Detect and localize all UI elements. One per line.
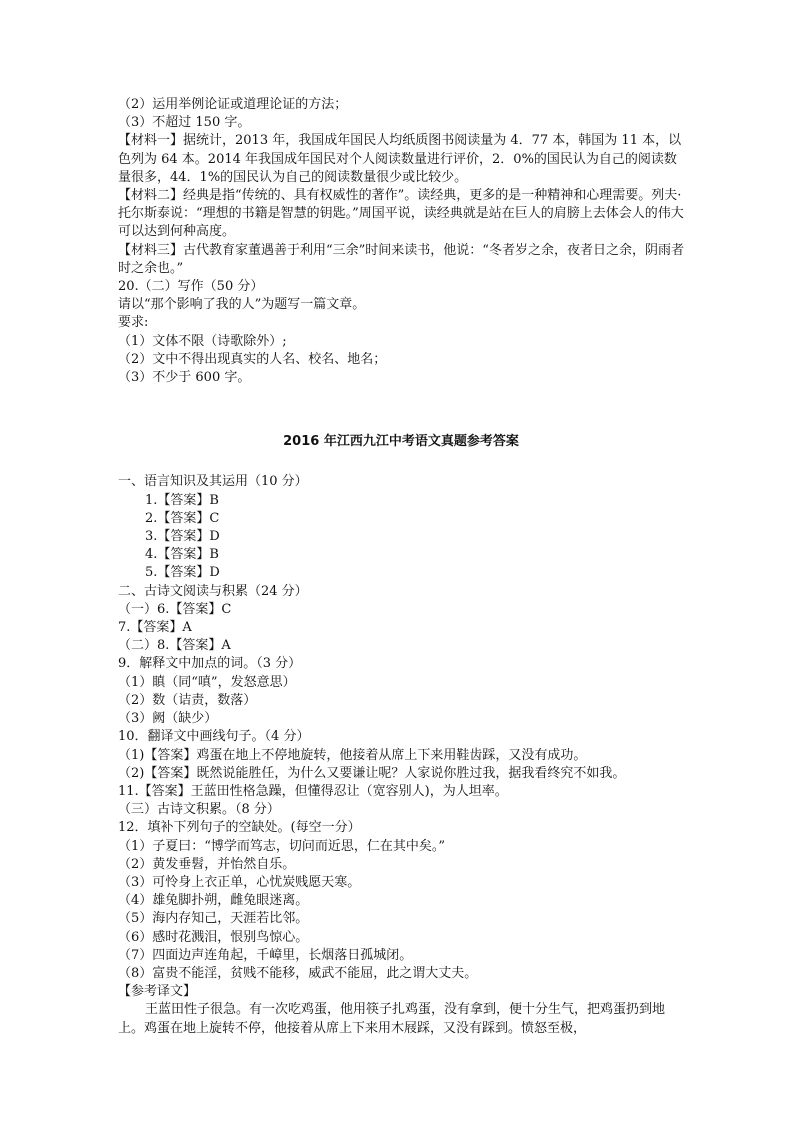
- material-one: 【材料一】据统计，2013 年，我国成年国民人均纸质图书阅读量为 4．77 本，韩国为 11 本，以色列为 64 本。2014 年我国成年国民对个人阅读数量进行评价，2．0%的国民认为自己的阅读数量很多，44．1%的国民认为自己的阅读数量很少或比较少。: [118, 133, 682, 185]
- answer-item: （1）子夏曰：“博学而笃志，切问而近思，仁在其中矣。”: [118, 838, 446, 854]
- question-line: 10．翻译文中画线句子。（4 分）: [118, 729, 310, 745]
- writing-requirement: （1）文体不限（诗歌除外）;: [118, 333, 287, 349]
- answer-item: 7.【答案】A: [118, 620, 192, 636]
- writing-prompt: 请以“那个影响了我的人”为题写一篇文章。: [118, 297, 366, 313]
- answer-item: （一）6.【答案】C: [118, 601, 232, 617]
- writing-requirements-label: 要求:: [118, 315, 149, 331]
- answer-title: 2016 年江西九江中考语文真题参考答案: [283, 434, 519, 450]
- answer-item: （1）瞋（同“嗔”，发怒意思）: [118, 674, 296, 690]
- answer-item: （2)【答案】既然说能胜任，为什么又要谦让呢？人家说你胜过我，据我看终究不如我。: [118, 765, 626, 781]
- answer-item: 5.【答案】D: [145, 565, 220, 581]
- requirement-line: （3）不超过 150 字。: [118, 115, 251, 131]
- question-line: 9．解释文中加点的词。（3 分）: [118, 656, 302, 672]
- writing-requirement: （2）文中不得出现真实的人名、校名、地名；: [118, 351, 387, 367]
- answer-item: 11.【答案】王蓝田性格急躁，但懂得忍让（宽容别人)，为人坦率。: [118, 783, 508, 799]
- translation-paragraph: 王蓝田性子很急。有一次吃鸡蛋，他用筷子扎鸡蛋，没有拿到，便十分生气，把鸡蛋扔到地上。鸡蛋在地上旋转不停，他接着从席上下来用木屐踩，又没有踩到。愤怒至极，: [118, 1002, 666, 1036]
- answer-item: （二）8.【答案】A: [118, 638, 231, 654]
- section-heading: （三）古诗文积累。（8 分）: [118, 802, 280, 818]
- answer-item: 3.【答案】D: [145, 529, 220, 545]
- answer-item: （2）黄发垂髫，并怡然自乐。: [118, 856, 296, 872]
- requirement-line: （2）运用举例论证或道理论证的方法；: [118, 97, 348, 112]
- question-line: 12．填补下列句子的空缺处。(每空一分）: [118, 820, 361, 836]
- section-heading: 一、语言知识及其运用（10 分）: [118, 474, 308, 490]
- translation-heading: 【参考译文】: [118, 984, 197, 1000]
- answer-item: 4.【答案】B: [145, 547, 219, 563]
- section-heading: 二、古诗文阅读与积累（24 分）: [118, 583, 308, 599]
- answer-item: （8）富贵不能淫，贫贱不能移，威武不能屈，此之谓大丈夫。: [118, 965, 478, 981]
- answer-item: （3）可怜身上衣正单，心忧炭贱愿天寒。: [118, 874, 361, 890]
- answer-item: （1)【答案】鸡蛋在地上不停地旋转，他接着从席上下来用鞋齿踩，又没有成功。: [118, 747, 587, 763]
- answer-item: （2）数（诘责，数落）: [118, 692, 257, 708]
- document-page: [118, 96, 684, 1038]
- answer-item: （7）四面边声连角起，千嶂里，长烟落日孤城闭。: [118, 947, 413, 963]
- answer-item: 2.【答案】C: [145, 510, 220, 526]
- writing-requirement: （3）不少于 600 字。: [118, 370, 251, 386]
- answer-item: 1.【答案】B: [145, 492, 219, 508]
- material-three: 【材料三】古代教育家董遇善于利用“三余”时间来读书，他说：“冬者岁之余，夜者日之余，阴雨者时之余也。”: [118, 242, 684, 276]
- answer-item: （3）阙（缺少）: [118, 711, 218, 727]
- material-two: 【材料二】经典是指“传统的、具有权威性的著作”。读经典，更多的是一种精神和心理需要。列夫·托尔斯泰说：“理想的书籍是智慧的钥匙。”周国平说，读经典就是站在巨人的肩膀上去体会人的伟大可以达到何种高度。: [118, 188, 684, 240]
- answer-item: （5）海内存知己，天涯若比邻。: [118, 911, 309, 927]
- writing-heading: 20.（二）写作（50 分）: [118, 279, 264, 295]
- answer-item: （6）感时花溅泪，恨别鸟惊心。: [118, 929, 309, 945]
- answer-item: （4）雄兔脚扑朔，雌兔眼迷离。: [118, 893, 309, 909]
